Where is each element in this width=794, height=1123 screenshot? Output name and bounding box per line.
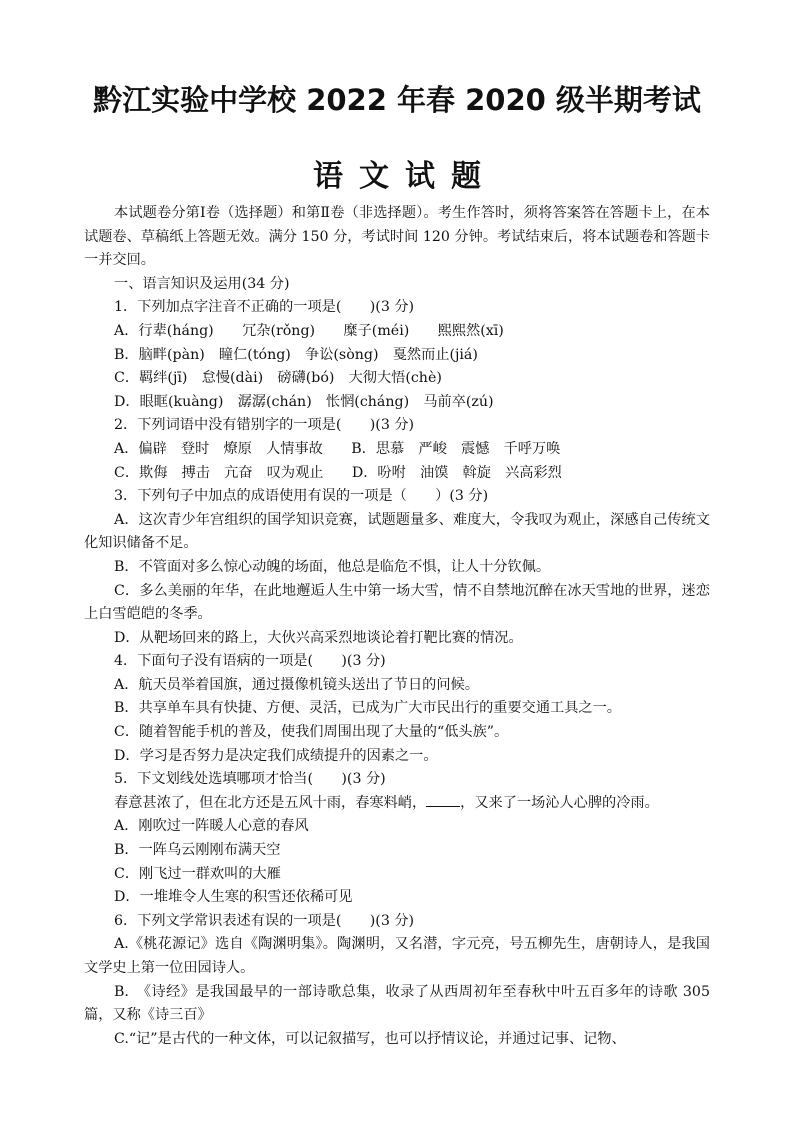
passage-after: ，又来了一场沁人心脾的冷雨。 (460, 794, 659, 811)
intro-paragraph: 本试题卷分第Ⅰ卷（选择题）和第Ⅱ卷（非选择题）。考生作答时，须将答案答在答题卡上，在本试题卷、草稿纸上答题无效。满分 150 分，考试时间 120 分钟。考试结束后，将本试题卷和答题卡一并交回。 (84, 205, 710, 269)
question-5-option-c: C．刚飞过一群欢叫的大雁 (114, 865, 281, 882)
question-3-stem: 3．下列句子中加点的成语使用有误的一项是（ ）(3 分) (114, 488, 489, 505)
question-1-option-a: A．行辈(háng) 冗杂(rǒng) 糜子(méi) 熙熙然(xī) (114, 322, 504, 339)
question-5-option-b: B．一阵乌云刚刚布满天空 (114, 842, 281, 859)
question-6-stem: 6．下列文学常识表述有误的一项是( )(3 分) (114, 912, 415, 929)
question-4-stem: 4．下面句子没有语病的一项是( )(3 分) (114, 653, 386, 670)
question-5-stem: 5．下文划线处选填哪项才恰当( )(3 分) (114, 771, 386, 788)
question-2-options-ab: A．偏辟 登时 燎原 人情事故 B．思慕 严峻 震憾 千呼万唤 (114, 440, 561, 457)
question-3-option-b: B．不管面对多么惊心动魄的场面，他总是临危不惧，让人十分钦佩。 (114, 558, 551, 575)
question-3-option-d: D．从靶场回来的路上，大伙兴高采烈地谈论着打靶比赛的情况。 (114, 629, 523, 646)
exam-content (84, 202, 710, 1051)
question-1-option-b: B．脑畔(pàn) 瞳仁(tóng) 争讼(sòng) 戛然而止(jiá) (114, 346, 478, 363)
fill-in-blank (426, 792, 460, 807)
question-5-passage (84, 792, 710, 816)
exam-subtitle: 语文试题 (313, 159, 497, 194)
question-3-option-c: C．多么美丽的年华，在此地邂逅人生中第一场大雪，情不自禁地沉醉在冰天雪地的世界，迷恋上白雪皑皑的冬季。 (84, 582, 710, 623)
question-4-option-c: C．随着智能手机的普及，使我们周围出现了大量的“低头族”。 (114, 724, 509, 741)
question-3-option-a: A．这次青少年宫组织的国学知识竞赛，试题题量多、难度大，令我叹为观止，深感自己传统文化知识储备不足。 (84, 511, 710, 552)
question-1-option-c: C．羁绊(jī) 怠慢(dài) 磅礴(bó) 大彻大悟(chè) (114, 370, 442, 387)
question-1-stem: 1．下列加点字注音不正确的一项是( )(3 分) (114, 299, 415, 316)
question-4-option-a: A．航天员举着国旗，通过摄像机镜头送出了节日的问候。 (114, 676, 479, 693)
question-6-option-c: C.“记”是古代的一种文体，可以记叙描写，也可以抒情议论，并通过记事、记物、 (114, 1030, 626, 1047)
question-4-option-d: D．学习是否努力是决定我们成绩提升的因素之一。 (114, 747, 438, 764)
question-6-option-b: B. 《诗经》是我国最早的一部诗歌总集，收录了从西周初年至春秋中叶五百多年的诗歌 305 篇，又称《诗三百》 (84, 983, 710, 1024)
question-1-option-d: D．眼眶(kuàng) 潺潺(chán) 怅惘(cháng) 马前卒(zú) (114, 393, 494, 410)
question-5-option-a: A．刚吹过一阵暖人心意的春风 (114, 818, 309, 835)
question-2-options-cd: C．欺侮 搏击 亢奋 叹为观止 D．吩咐 油馍 斡旋 兴高彩烈 (114, 464, 562, 481)
question-5-option-d: D．一堆堆令人生寒的积雪还依稀可见 (114, 889, 353, 906)
question-2-stem: 2．下列词语中没有错别字的一项是( )(3 分) (114, 417, 415, 434)
question-4-option-b: B．共享单车具有快捷、方便、灵活，已成为广大市民出行的重要交通工具之一。 (114, 700, 621, 717)
exam-title: 黔江实验中学校 2022 年春 2020 级半期考试 (93, 83, 701, 117)
section-heading: 一、语言知识及运用(34 分) (114, 275, 290, 292)
passage-before: 春意甚浓了，但在北方还是五风十雨，春寒料峭， (114, 794, 427, 811)
question-6-option-a: A.《桃花源记》选自《陶渊明集》。陶渊明，又名潜，字元亮，号五柳先生，唐朝诗人，是我国文学史上第一位田园诗人。 (84, 936, 710, 976)
